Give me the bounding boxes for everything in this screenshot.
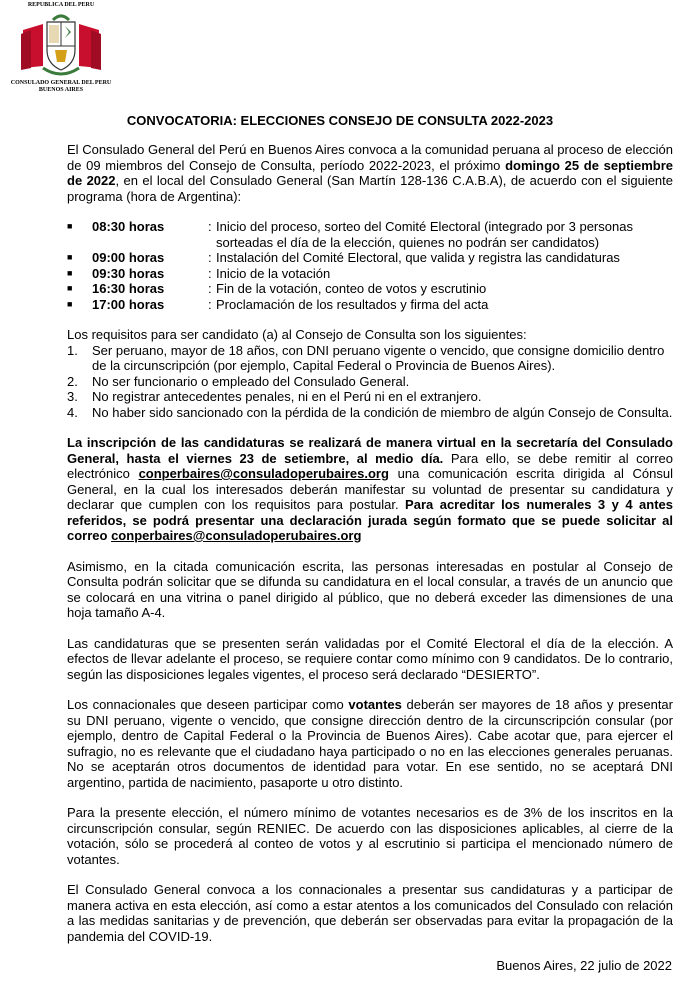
schedule-colon: :: [208, 265, 212, 281]
signoff-date: Buenos Aires, 22 julio de 2022: [496, 958, 672, 973]
schedule-desc: Fin de la votación, conteo de votos y escrutinio: [216, 281, 487, 296]
requirement-number: 1.: [67, 342, 78, 358]
requirements-intro: Los requisitos para ser candidato (a) al Consejo de Consulta son los siguientes:: [67, 327, 527, 342]
intro-paragraph: [67, 142, 673, 204]
schedule-colon: :: [208, 281, 212, 296]
schedule-colon: :: [208, 250, 212, 265]
call-paragraph: El Consulado General convoca a los connacionales a presentar sus candidaturas y a participar de manera activa en esta elección, así como a estar atentos a los comunicados del Consulado con relación a las medidas sanitarias y de prevención, que deberán ser observadas para evitar la propagación de la pandemia del COVID-19.: [67, 882, 673, 944]
voters-paragraph: [67, 697, 673, 790]
intro-text-2: , en el local del Consulado General (San Martín 128-136 C.A.B.A), de acuerdo con el siguiente programa (hora de Argentina):: [67, 173, 673, 204]
schedule-colon: :: [208, 296, 212, 312]
document-body: [67, 142, 673, 959]
voters-text-1: Los connacionales que deseen participar como: [67, 697, 349, 712]
minimum-voters-paragraph: Para la presente elección, el número mínimo de votantes necesarios es de 3% de los inscritos en la circunscripción consular, según RENIEC. De acuerdo con las disposiciones aplicables, al cierre de la votación, sólo se procederá al conteo de votos y al escrutinio si participa el mencionado número de votantes.: [67, 805, 673, 867]
requirement-number: 2.: [67, 373, 78, 389]
schedule-time: 08:30 horas: [92, 219, 165, 234]
requirement-text: No registrar antecedentes penales, ni en el Perú ni en el extranjero.: [92, 389, 482, 404]
schedule-item: [67, 266, 673, 282]
inscription-declaration: Para acreditar los numerales 3 y 4 antes referidos, se podrá presentar una declaración jurada según formato que se puede solicitar al correo: [67, 497, 673, 543]
email-link[interactable]: conperbaires@consuladoperubaires.org: [138, 466, 389, 481]
requirement-item: [67, 405, 673, 421]
page-title: CONVOCATORIA: ELECCIONES CONSEJO DE CONSULTA 2022-2023: [126, 113, 554, 128]
email-link[interactable]: conperbaires@consuladoperubaires.org: [111, 528, 362, 543]
requirement-item: [67, 389, 673, 405]
inscription-text-2: una comunicación escrita dirigida al Cónsul General, en la cual los interesados deberán manifestar su voluntad de presentar su candidatura y declarar que cumplen con los requisitos para postular.: [67, 466, 673, 512]
requirement-text: Ser peruano, mayor de 18 años, con DNI peruano vigente o vencido, que consigne domicilio dentro de la circunscripción (por ejemplo, Capital Federal o Provincia de Buenos Aires).: [92, 342, 665, 373]
schedule-item: [67, 281, 673, 297]
schedule-time: 16:30 horas: [92, 281, 165, 296]
requirement-text: No ser funcionario o empleado del Consulado General.: [92, 373, 410, 389]
coat-of-arms-icon: [13, 10, 109, 80]
inscription-deadline: La inscripción de las candidaturas se realizará de manera virtual en la secretaría del Consulado General, hasta el viernes 23 de setiembre, al medio día.: [67, 435, 673, 466]
voters-text-2: deberán ser mayores de 18 años y presentar su DNI peruano, vigente o vencido, que consigne dirección dentro de la circunscripción consular (por ejemplo, dentro de Capital Federal o la Provincia de Buenos Aires). Cabe acotar que, para ejercer el sufragio, no es relevante que el ciudadano haya participado o no en las elecciones generales peruanas. No se aceptarán otros documentos de identidad para votar. En ese sentido, no se aceptará DNI argentino, partida de nacimiento, pasaporte u otro distinto.: [67, 697, 673, 790]
schedule-time: 17:00 horas: [92, 296, 165, 312]
requirements-list: [67, 343, 673, 421]
republic-label: REPUBLICA DEL PERU: [27, 2, 95, 8]
schedule-desc: Instalación del Comité Electoral, que valida y registra las candidaturas: [216, 250, 620, 265]
schedule-item: [67, 250, 673, 266]
schedule-list: [67, 219, 673, 312]
inscription-text-1: Para ello, se debe remitir al correo electrónico: [67, 450, 674, 481]
schedule-time: 09:00 horas: [92, 250, 165, 265]
bullet-icon: ■: [67, 252, 73, 262]
schedule-time: 09:30 horas: [92, 265, 165, 281]
requirement-text: No haber sido sancionado con la pérdida de la condición de miembro de algún Consejo de Consulta.: [92, 404, 673, 420]
consulate-city: BUENOS AIRES: [38, 87, 84, 93]
intro-date: domingo 25 de septiembre de 2022: [67, 157, 673, 188]
schedule-desc: Proclamación de los resultados y firma del acta: [216, 296, 489, 312]
bullet-icon: ■: [67, 221, 73, 231]
validation-paragraph: Las candidaturas que se presenten serán validadas por el Comité Electoral el día de la elección. A efectos de llevar adelante el proceso, se requiere contar como mínimo con 9 candidatos. De lo contrario, según las disposiciones legales vigentes, el proceso será declarado “DESIERTO”.: [67, 635, 673, 682]
requirement-item: [67, 374, 673, 390]
bullet-icon: ■: [67, 267, 73, 278]
schedule-colon: :: [208, 219, 212, 234]
asimismo-paragraph: Asimismo, en la citada comunicación escrita, las personas interesadas en postular al Consejo de Consulta podrán solicitar que se difunda su candidatura en el local consular, a través de un anuncio que se colocará en una vitrina o panel dirigido al público, que no deberá exceder las dimensiones de una hoja tamaño A-4.: [67, 558, 673, 620]
schedule-item: [67, 297, 673, 313]
requirement-number: 3.: [67, 389, 78, 404]
bullet-icon: ■: [67, 298, 73, 309]
inscription-paragraph: [67, 435, 673, 544]
bullet-icon: ■: [67, 283, 73, 293]
requirement-item: [67, 343, 673, 374]
intro-text-1: El Consulado General del Perú en Buenos Aires convoca a la comunidad peruana al proceso de elección de 09 miembros del Consejo de Consulta, período 2022-2023, el próximo: [67, 142, 673, 173]
voters-bold: votantes: [348, 697, 402, 712]
requirement-number: 4.: [67, 404, 78, 420]
schedule-item: [67, 219, 673, 250]
schedule-desc: Inicio de la votación: [216, 265, 331, 281]
schedule-desc: Inicio del proceso, sorteo del Comité Electoral (integrado por 3 personas sorteadas el día de la elección, quienes no podrán ser candidatos): [216, 219, 633, 250]
letterhead: [2, 2, 120, 94]
consulate-name: CONSULADO GENERAL DEL PERU: [10, 80, 112, 86]
